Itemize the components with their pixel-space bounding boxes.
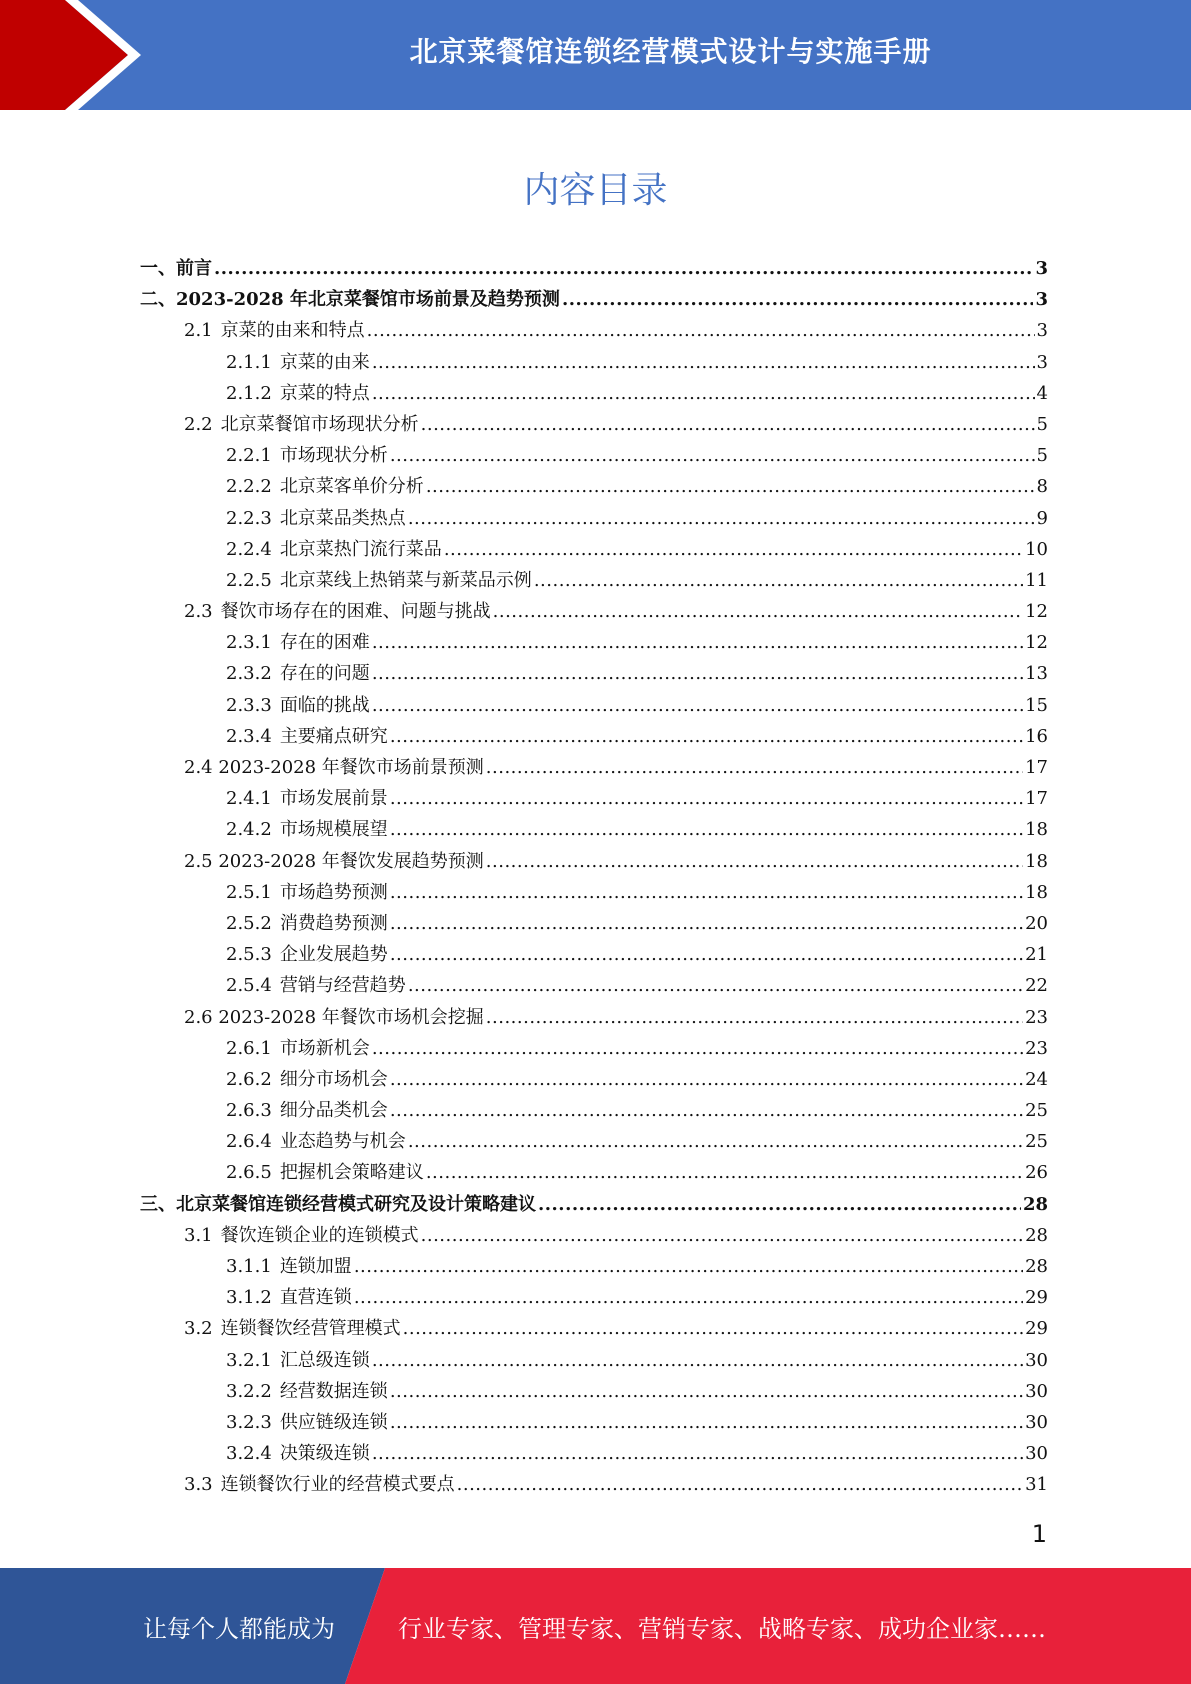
toc-entry-title: 供应链级连锁 [279,1411,388,1433]
toc-entry[interactable] [140,753,1048,784]
toc-entry-title: 北京菜热门流行菜品 [279,538,442,560]
toc-entry[interactable] [140,1127,1048,1158]
toc-entry-page: 3 [1036,320,1048,342]
toc-dot-leader [403,1318,1023,1339]
toc-entry[interactable] [140,1003,1048,1034]
toc-entry-number: 2.1 [184,320,213,342]
toc-entry-title: 业态趋势与机会 [279,1131,406,1153]
toc-entry[interactable] [140,535,1048,566]
footer-band [0,1568,1191,1684]
toc-entry[interactable] [140,1252,1048,1283]
toc-entry-page: 21 [1025,944,1048,966]
toc-entry-page: 28 [1025,1256,1048,1277]
toc-dot-leader [390,1100,1023,1121]
toc-dot-leader [408,975,1023,996]
toc-entry-number: 3.1.2 [226,1287,272,1309]
toc-title: 内容目录 [523,170,668,211]
footer-slogan-left: 让每个人都能成为 [143,1614,335,1643]
toc-dot-leader [390,944,1023,965]
toc-entry-page: 4 [1036,382,1048,404]
table-of-contents [140,254,1048,1502]
toc-entry[interactable] [140,1408,1048,1439]
toc-entry-title: 直营连锁 [279,1287,352,1309]
toc-entry[interactable] [140,1158,1048,1189]
toc-entry-number: 2.3.4 [226,725,272,747]
toc-dot-leader [354,1287,1023,1308]
toc-entry-number: 2.5.3 [226,944,272,966]
document-title: 北京菜餐馆连锁经营模式设计与实施手册 [409,35,932,68]
toc-entry-page: 8 [1036,476,1048,498]
toc-entry-number: 2.6.4 [226,1131,272,1153]
toc-entry-page: 25 [1025,1131,1048,1153]
toc-entry-title: 连锁加盟 [279,1256,352,1277]
toc-entry[interactable] [140,597,1048,628]
toc-dot-leader [354,1256,1023,1277]
toc-entry-title: 二、2023-2028 年北京菜餐馆市场前景及趋势预测 [140,289,560,311]
toc-entry[interactable] [140,1034,1048,1065]
toc-entry-title: 连锁餐饮经营管理模式 [220,1318,401,1340]
toc-entry-page: 31 [1025,1474,1048,1496]
toc-entry-page: 26 [1025,1162,1048,1184]
toc-dot-leader [372,632,1023,653]
toc-entry-number: 2.2.5 [226,569,272,591]
toc-entry[interactable] [140,940,1048,971]
toc-entry[interactable] [140,722,1048,753]
toc-entry[interactable] [140,1221,1048,1252]
toc-dot-leader [214,258,1033,279]
toc-entry[interactable] [140,1470,1048,1501]
toc-entry-page: 16 [1025,725,1048,747]
toc-entry-title: 餐饮连锁企业的连锁模式 [220,1224,419,1246]
toc-entry-title: 2.6 2023-2028 年餐饮市场机会挖掘 [184,1006,484,1028]
toc-entry[interactable] [140,379,1048,410]
toc-entry[interactable] [140,285,1048,316]
toc-entry[interactable] [140,691,1048,722]
toc-entry[interactable] [140,348,1048,379]
toc-entry-title: 主要痛点研究 [279,725,388,747]
toc-entry-page: 11 [1025,569,1048,591]
toc-entry-number: 3.2.4 [226,1443,272,1465]
toc-entry-number: 2.3.2 [226,663,272,685]
toc-entry-title: 2.5 2023-2028 年餐饮发展趋势预测 [184,850,484,872]
toc-dot-leader [372,383,1035,404]
toc-entry[interactable] [140,254,1048,285]
toc-entry[interactable] [140,909,1048,940]
footer-slogan-right: 行业专家、管理专家、营销专家、战略专家、成功企业家…… [398,1614,1046,1643]
toc-dot-leader [372,1443,1023,1464]
toc-dot-leader [408,508,1035,529]
toc-dot-leader [426,476,1035,497]
toc-entry-page: 28 [1025,1224,1048,1246]
toc-entry-page: 30 [1025,1411,1048,1433]
toc-entry-title: 细分品类机会 [279,1100,388,1122]
toc-entry-number: 3.2.3 [226,1411,272,1433]
toc-entry[interactable] [140,472,1048,503]
toc-entry-page: 24 [1025,1068,1048,1090]
toc-entry-title: 市场现状分析 [279,445,388,467]
toc-entry-page: 30 [1025,1443,1048,1465]
toc-entry-title: 消费趋势预测 [279,912,388,934]
toc-dot-leader [390,1381,1023,1402]
toc-dot-leader [421,1225,1023,1246]
toc-entry-page: 9 [1036,507,1048,529]
toc-entry-number: 2.2.1 [226,445,272,467]
toc-entry-page: 18 [1025,819,1048,841]
toc-entry-number: 3.3 [184,1474,213,1496]
toc-entry-title: 经营数据连锁 [279,1380,388,1402]
toc-dot-leader [390,1412,1023,1433]
toc-dot-leader [426,1162,1023,1183]
toc-dot-leader [372,695,1023,716]
toc-entry-number: 3.2.1 [226,1349,272,1371]
toc-entry-title: 2.4 2023-2028 年餐饮市场前景预测 [184,757,484,778]
toc-entry-page: 12 [1025,601,1048,623]
toc-entry-title: 餐饮市场存在的困难、问题与挑战 [220,601,491,623]
toc-entry-number: 2.5.1 [226,881,272,903]
toc-dot-leader [390,819,1023,840]
toc-entry-number: 3.2 [184,1318,213,1340]
toc-entry-page: 3 [1035,289,1048,311]
toc-entry[interactable] [140,1096,1048,1127]
toc-entry-number: 2.6.1 [226,1037,272,1059]
toc-dot-leader [372,663,1023,684]
toc-dot-leader [408,1131,1023,1152]
toc-entry-page: 5 [1036,445,1048,467]
toc-entry-title: 北京菜客单价分析 [279,476,424,498]
toc-entry-title: 面临的挑战 [279,694,370,716]
toc-entry-page: 30 [1025,1380,1048,1402]
toc-entry-number: 2.6.3 [226,1100,272,1122]
toc-entry-page: 28 [1022,1193,1048,1215]
toc-dot-leader [390,445,1035,466]
toc-entry-page: 29 [1025,1287,1048,1309]
toc-entry-title: 北京菜线上热销菜与新菜品示例 [279,569,532,591]
toc-entry-title: 京菜的特点 [279,382,370,404]
toc-entry-number: 2.2 [184,413,213,435]
toc-entry[interactable] [140,410,1048,441]
toc-entry-title: 存在的问题 [279,663,370,685]
toc-dot-leader [534,570,1023,591]
toc-entry-page: 30 [1025,1349,1048,1371]
toc-entry-title: 存在的困难 [279,632,370,654]
toc-entry-number: 3.1.1 [226,1256,272,1277]
page-number: 1 [1031,1520,1047,1548]
toc-entry-title: 连锁餐饮行业的经营模式要点 [220,1474,455,1496]
toc-entry-page: 25 [1025,1100,1048,1122]
header-band [0,0,1191,110]
toc-entry-title: 营销与经营趋势 [279,975,406,997]
toc-entry-title: 细分市场机会 [279,1068,388,1090]
toc-dot-leader [390,1069,1023,1090]
toc-entry-title: 北京菜餐馆市场现状分析 [220,413,419,435]
toc-entry[interactable] [140,847,1048,878]
toc-entry-title: 市场发展前景 [279,788,388,810]
toc-entry[interactable] [140,441,1048,472]
toc-entry-page: 15 [1025,694,1048,716]
toc-entry-title: 京菜的由来和特点 [220,320,365,342]
toc-entry-page: 17 [1025,788,1048,810]
toc-entry[interactable] [140,971,1048,1002]
toc-dot-leader [390,882,1023,903]
toc-entry-number: 2.6.2 [226,1068,272,1090]
toc-entry-page: 3 [1036,351,1048,373]
toc-dot-leader [457,1474,1023,1495]
toc-entry-page: 18 [1025,850,1048,872]
toc-entry[interactable] [140,628,1048,659]
toc-entry-number: 2.4.1 [226,788,272,810]
toc-dot-leader [486,757,1023,778]
toc-entry-title: 一、前言 [140,258,212,279]
toc-entry-number: 2.5.4 [226,975,272,997]
toc-entry[interactable] [140,878,1048,909]
toc-entry-number: 2.4.2 [226,819,272,841]
toc-entry[interactable] [140,316,1048,347]
toc-entry-page: 12 [1025,632,1048,654]
toc-entry[interactable] [140,504,1048,535]
toc-entry-page: 18 [1025,881,1048,903]
toc-entry-title: 决策级连锁 [279,1443,370,1465]
toc-entry-number: 2.1.1 [226,351,272,373]
toc-entry-number: 3.1 [184,1224,213,1246]
toc-entry-page: 13 [1025,663,1048,685]
toc-dot-leader [390,726,1023,747]
toc-entry-page: 5 [1036,413,1048,435]
toc-entry[interactable] [140,659,1048,690]
toc-entry[interactable] [140,1065,1048,1096]
toc-entry-page: 10 [1025,538,1048,560]
toc-entry-number: 2.2.2 [226,476,272,498]
toc-dot-leader [562,289,1034,310]
toc-dot-leader [372,1350,1023,1371]
toc-entry-title: 京菜的由来 [279,351,370,373]
toc-entry-title: 汇总级连锁 [279,1349,370,1371]
toc-entry-number: 3.2.2 [226,1380,272,1402]
toc-dot-leader [444,539,1023,560]
toc-entry-number: 2.5.2 [226,912,272,934]
toc-dot-leader [493,601,1023,622]
toc-dot-leader [486,851,1023,872]
toc-entry[interactable] [140,815,1048,846]
toc-dot-leader [390,788,1023,809]
toc-entry-page: 20 [1025,912,1048,934]
toc-entry-number: 2.2.3 [226,507,272,529]
toc-entry-number: 2.3.3 [226,694,272,716]
toc-dot-leader [421,414,1035,435]
toc-dot-leader [372,1038,1023,1059]
toc-entry-page: 23 [1025,1037,1048,1059]
toc-entry-number: 2.6.5 [226,1162,272,1184]
toc-entry-page: 29 [1025,1318,1048,1340]
toc-dot-leader [372,352,1035,373]
toc-entry-title: 三、北京菜餐馆连锁经营模式研究及设计策略建议 [140,1193,536,1215]
toc-entry[interactable] [140,1346,1048,1377]
toc-entry-title: 企业发展趋势 [279,944,388,966]
toc-dot-leader [486,1007,1023,1028]
toc-entry[interactable] [140,1439,1048,1470]
toc-dot-leader [367,320,1035,341]
toc-entry-title: 市场趋势预测 [279,881,388,903]
toc-entry-page: 3 [1035,258,1048,279]
toc-entry-title: 市场新机会 [279,1037,370,1059]
toc-entry-title: 北京菜品类热点 [279,507,406,529]
toc-entry[interactable] [140,1283,1048,1314]
toc-entry-number: 2.1.2 [226,382,272,404]
toc-entry-page: 23 [1025,1006,1048,1028]
toc-entry-page: 17 [1025,757,1048,778]
toc-entry[interactable] [140,1314,1048,1345]
toc-entry-title: 把握机会策略建议 [279,1162,424,1184]
toc-entry-number: 2.2.4 [226,538,272,560]
toc-entry-number: 2.3 [184,601,213,623]
toc-entry-page: 22 [1025,975,1048,997]
toc-entry-number: 2.3.1 [226,632,272,654]
toc-entry[interactable] [140,1377,1048,1408]
toc-entry-title: 市场规模展望 [279,819,388,841]
toc-dot-leader [390,913,1023,934]
toc-entry[interactable] [140,784,1048,815]
toc-dot-leader [538,1194,1021,1215]
toc-entry[interactable] [140,566,1048,597]
toc-entry[interactable] [140,1190,1048,1221]
